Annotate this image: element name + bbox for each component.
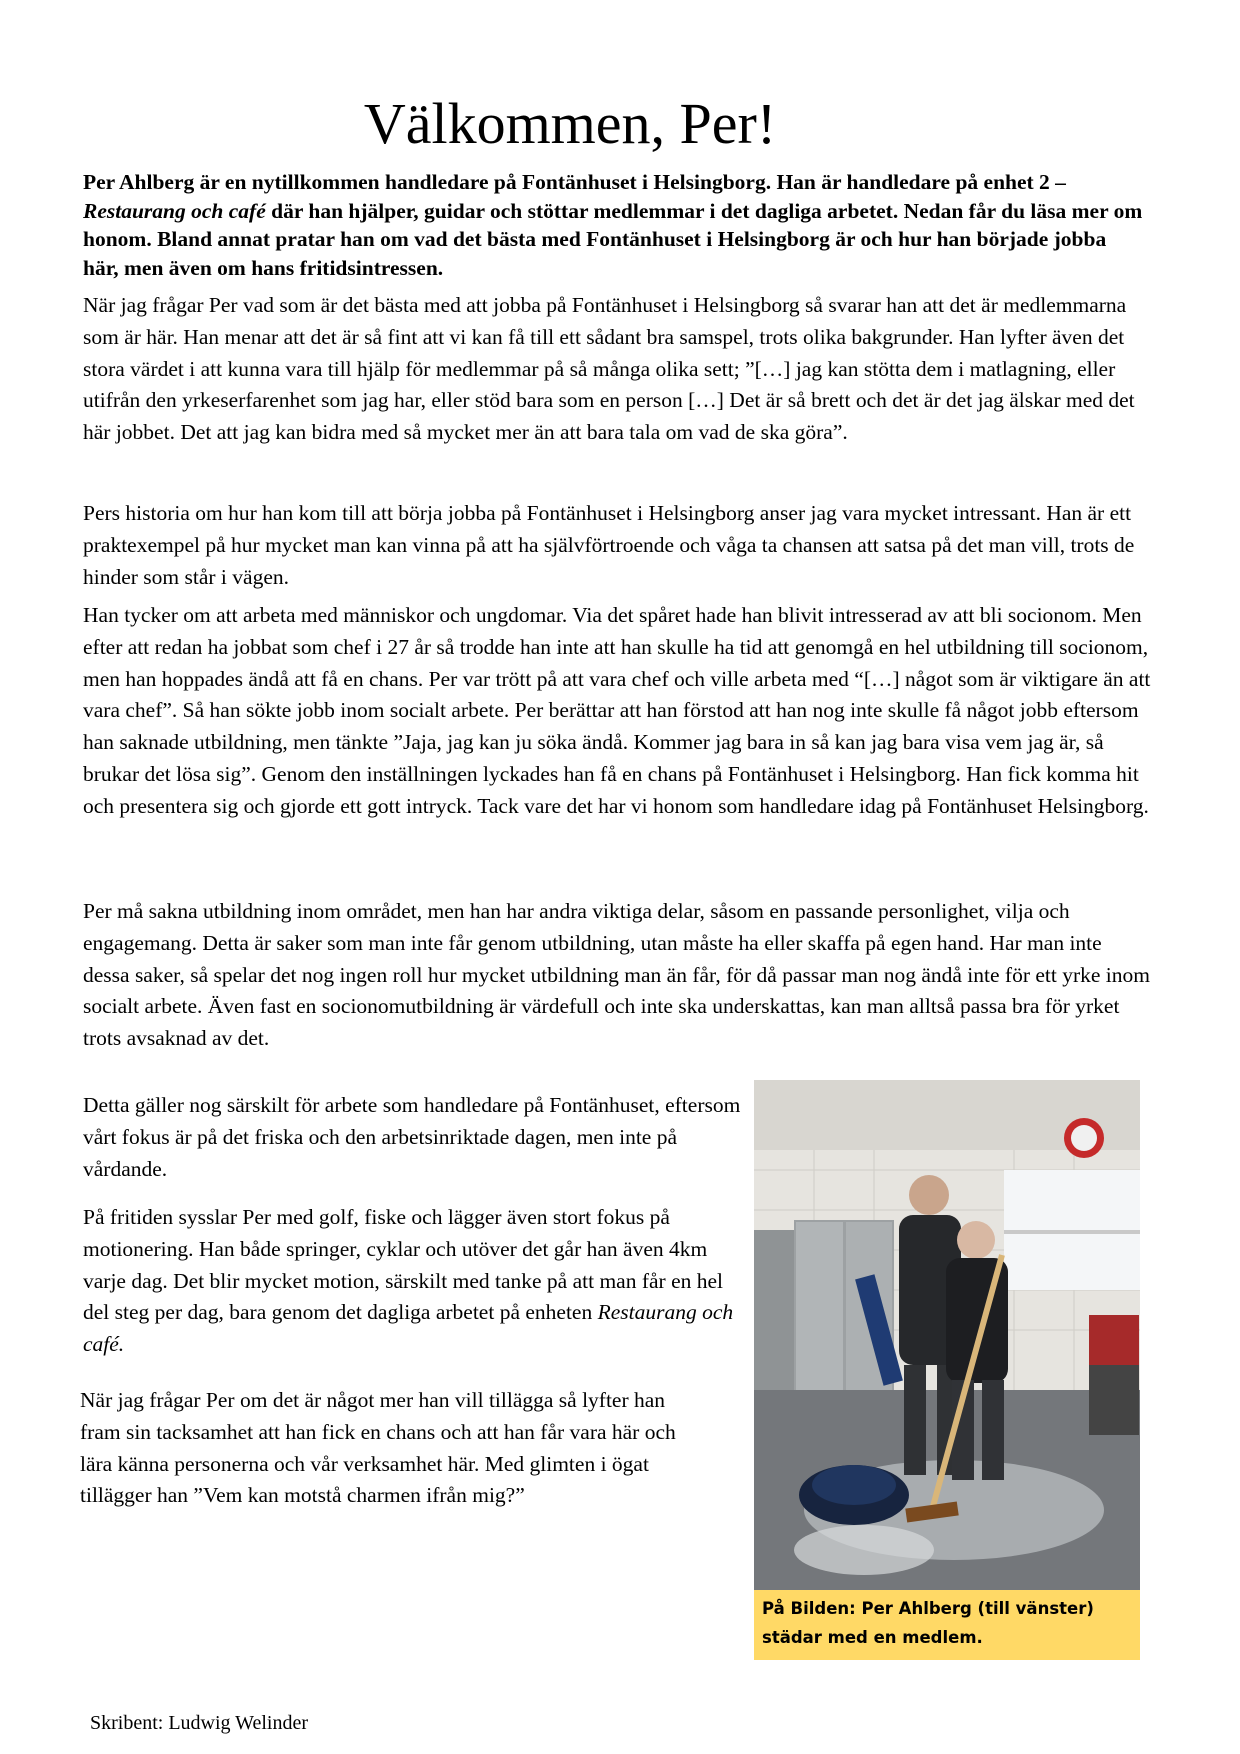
body-paragraph-3: Han tycker om att arbeta med människor och ungdomar. Via det spåret hade han blivit intresserad av att bli socionom. Men efter att redan ha jobbat som chef i 27 år så trodde han inte att han skulle ha tid att genomgå en hel utbildning till socionom, men han hoppades ändå att få en chans. Per var trött på att vara chef och ville arbeta med “[…] något som är viktigare än att vara chef”. Så han sökte jobb inom socialt arbete. Per berättar att han förstod att han nog inte skulle få något jobb eftersom han saknade utbildning, men tänkte ”Jaja, jag kan ju söka ändå. Kommer jag bara in så kan jag bara visa vem jag är, så brukar det lösa sig”. Genom den inställningen lyckades han få en chans på Fontänhuset i Helsingborg. Han fick komma hit och presentera sig och gjorde ett gott intryck. Tack vare det har vi honom som handledare idag på Fontänhuset Helsingborg. <box>83 603 1151 818</box>
photo <box>754 1080 1140 1590</box>
body-paragraph-1: När jag frågar Per vad som är det bästa med att jobba på Fontänhuset i Helsingborg så svarar han att det är medlemmarna som är här. Han menar att det är så fint att vi kan få till ett sådant bra samspel, trots olika bakgrunder. Han lyfter även det stora värdet i att kunna vara till hjälp för medlemmar på så många olika sett; ”[…] jag kan stötta dem i matlagning, eller utifrån den yrkeserfarenhet som jag har, eller stöd bara som en person […] Det är så brett och det är det jag älskar med det här jobbet. Det att jag kan bidra med så mycket mer än att bara tala om vad de ska göra”. <box>83 293 1135 445</box>
body-paragraph-4: Per må sakna utbildning inom området, men han har andra viktiga delar, såsom en passande personlighet, vilja och engagemang. Detta är saker som man inte får genom utbildning, utan måste ha eller skaffa på egen hand. Har man inte dessa saker, så spelar det nog ingen roll hur mycket utbildning man än får, för då passar man nog ändå inte för ett yrke inom socialt arbete. Även fast en socionomutbildning är värdefull och inte ska underskattas, kan man alltså passa bra för yrket trots avsaknad av det. <box>83 899 1150 1051</box>
lead-text-part2: där han hjälper, guidar och stöttar medlemmar i det dagliga arbetet. Nedan får du läsa mer om honom. Bland annat pratar han om vad det bästa med Fontänhuset i Helsingborg är och hur han började jobba här, men även om hans fritidsintressen. <box>83 198 1143 280</box>
paragraph-6-text: På fritiden sysslar Per med golf, fiske och lägger även stort fokus på motionering. Han både springer, cyklar och utöver det går han även 4km varje dag. Det blir mycket motion, särskilt med tanke på att man får en hel del steg per dag, bara genom det dagliga arbetet på enheten <box>83 1205 724 1325</box>
paragraph-6-unit-name: Restaurang och café. <box>83 1300 734 1357</box>
body-paragraph-7: När jag frågar Per om det är något mer han vill tillägga så lyfter han fram sin tacksamhet att han fick en chans och att han får vara här och lära känna personerna och vår verksamhet här. Med glimten i ögat tillägger han ”Vem kan motstå charmen ifrån mig?” <box>80 1388 676 1508</box>
body-paragraph-6 <box>83 1202 753 1361</box>
lead-text-part1: Per Ahlberg är en nytillkommen handledare på Fontänhuset i Helsingborg. Han är handledare på enhet 2 – <box>83 170 1066 194</box>
photo-caption: På Bilden: Per Ahlberg (till vänster) städar med en medlem. <box>754 1590 1140 1660</box>
photo-card <box>754 1080 1140 1660</box>
photo-illustration <box>754 1080 1140 1590</box>
lead-unit-name: Restaurang och café <box>83 198 266 223</box>
page-title: Välkommen, Per! <box>363 91 777 156</box>
body-paragraph-2: Pers historia om hur han kom till att börja jobba på Fontänhuset i Helsingborg anser jag vara mycket intressant. Han är ett praktexempel på hur mycket man kan vinna på att ha självförtroende och våga ta chansen att satsa på det man vill, trots de hinder som står i vägen. <box>83 501 1135 589</box>
byline: Skribent: Ludwig Welinder <box>90 1712 308 1734</box>
body-paragraph-5: Detta gäller nog särskilt för arbete som handledare på Fontänhuset, eftersom vårt fokus är på det friska och den arbetsinriktade dagen, men inte på vårdande. <box>83 1093 741 1181</box>
lead-paragraph <box>83 168 1143 282</box>
